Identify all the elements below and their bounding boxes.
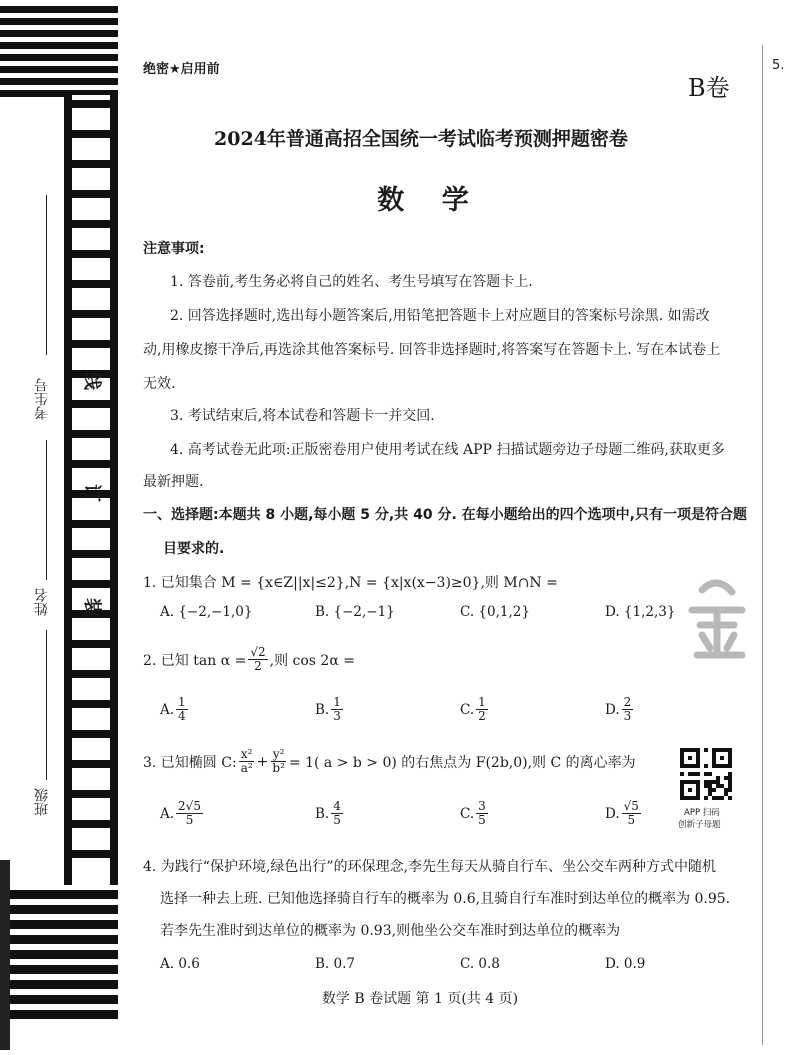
qr-cell (680, 772, 684, 776)
q2-c-den: 2 (478, 709, 486, 724)
qr-cell (716, 796, 720, 800)
binding-stripe (0, 54, 118, 61)
binding-char-zhuang: 装 (84, 595, 102, 616)
q3-y-num: y² (272, 747, 285, 761)
binding-stripe (64, 430, 118, 438)
q2-b-den: 3 (333, 709, 341, 724)
binding-stripe (64, 850, 118, 858)
section-heading-cont: 目要求的. (163, 541, 225, 557)
binding-stripe (64, 100, 118, 108)
q1-option-c: C. {0,1,2} (460, 604, 530, 620)
qr-cell (688, 796, 692, 800)
binding-stripe (0, 935, 118, 944)
qr-cell (704, 764, 708, 768)
q2-d-num: 2 (623, 695, 632, 709)
q1-option-b: B. {−2,−1} (315, 604, 395, 620)
q3-a-den: 5 (185, 813, 194, 828)
q4-option-d: D. 0.9 (605, 956, 646, 972)
q3-c-num: 3 (478, 799, 486, 813)
binding-stripe (0, 6, 118, 13)
q3-d-num: √5 (623, 799, 639, 813)
q2-option-d (605, 696, 635, 723)
qr-cell (680, 760, 684, 764)
qr-cell (712, 788, 716, 792)
qr-cell (680, 764, 684, 768)
qr-cell (720, 748, 724, 752)
q3-b-num: 4 (333, 799, 341, 813)
qr-cell (728, 784, 732, 788)
qr-cell (728, 764, 732, 768)
qr-cell (696, 796, 700, 800)
note-item: 3. 考试结束后,将本试卷和答题卡一并交回. (170, 408, 435, 424)
qr-cell (704, 784, 708, 788)
note-item: 无效. (143, 376, 176, 392)
qr-cell (696, 784, 700, 788)
qr-cell (688, 788, 692, 792)
qr-cell (696, 748, 700, 752)
qr-cell (716, 776, 720, 780)
qr-cell (712, 796, 716, 800)
q2-frac-den: 2 (254, 659, 262, 674)
binding-stripes (0, 0, 130, 1051)
binding-stripe (0, 905, 118, 914)
class-label: 班级 (34, 788, 50, 816)
q2-option-d-label: D. (605, 701, 620, 718)
qr-cell (704, 780, 708, 784)
qr-cell (724, 788, 728, 792)
q1-option-d: D. {1,2,3} (605, 604, 676, 620)
qr-cell (688, 772, 692, 776)
qr-cell (684, 796, 688, 800)
question-4-line: 4. 为践行“保护环境,绿色出行”的环保理念,李先生每天从骑自行车、坐公交车两种方式中随机 (143, 859, 717, 875)
qr-cell (704, 796, 708, 800)
student-no-label: 考生号 (34, 378, 50, 420)
q2-stem-suffix: ,则 cos 2α = (269, 652, 355, 669)
question-4-line: 选择一种去上班. 已知他选择骑自行车的概率为 0.6,且骑自行车准时到达单位的概率为 0.95. (160, 891, 731, 907)
qr-cell (696, 764, 700, 768)
qr-cell (728, 772, 732, 776)
q3-option-d (605, 800, 643, 827)
qr-cell (724, 748, 728, 752)
q2-option-c (460, 696, 490, 723)
q3-stem-prefix: 3. 已知椭圆 C: (143, 754, 237, 771)
question-3-stem (143, 748, 636, 775)
qr-cell (724, 792, 728, 796)
paper-version: B卷 (688, 74, 730, 102)
binding-stripe (0, 920, 118, 929)
binding-stripe (0, 860, 10, 1050)
q3-plus: + (256, 753, 269, 770)
qr-cell (708, 788, 712, 792)
q3-x-num: x² (240, 747, 253, 761)
qr-cell (680, 780, 684, 784)
qr-cell (708, 784, 712, 788)
q3-option-b (315, 800, 345, 827)
qr-cell (728, 760, 732, 764)
q3-option-c (460, 800, 490, 827)
notes-heading: 注意事项: (143, 241, 205, 257)
qr-cell (708, 772, 712, 776)
qr-cell (692, 772, 696, 776)
q2-option-a-label: A. (160, 701, 175, 718)
qr-cell (720, 764, 724, 768)
q3-a-num: 2√5 (178, 799, 201, 813)
q3-option-a-label: A. (160, 805, 175, 822)
binding-stripe (64, 730, 118, 738)
qr-cell (704, 772, 708, 776)
note-item: 2. 回答选择题时,选出每小题答案后,用铅笔把答题卡上对应题目的答案标号涂黑. 如需改 (170, 308, 710, 324)
q2-frac-num: √2 (250, 645, 266, 659)
q3-option-c-label: C. (460, 805, 475, 822)
qr-cell (712, 760, 716, 764)
q3-x-den: a² (240, 761, 253, 776)
name-line (46, 440, 47, 580)
q2-option-c-label: C. (460, 701, 475, 718)
q2-a-den: 4 (178, 709, 186, 724)
q2-option-b-label: B. (315, 701, 330, 718)
binding-stripe (0, 42, 118, 49)
qr-code[interactable] (680, 748, 732, 800)
q4-option-a: A. 0.6 (160, 956, 200, 972)
qr-cell (692, 764, 696, 768)
qr-cell (688, 748, 692, 752)
qr-cell (704, 748, 708, 752)
binding-stripe (64, 640, 118, 648)
qr-cell (712, 780, 716, 784)
qr-caption-2: 创新子母题 (678, 820, 721, 830)
qr-cell (692, 748, 696, 752)
page-footer: 数学 B 卷试题 第 1 页(共 4 页) (321, 991, 519, 1007)
q2-stem-prefix: 2. 已知 tan α = (143, 652, 247, 669)
binding-stripe (64, 790, 118, 798)
binding-stripe (0, 78, 118, 85)
q3-c-den: 5 (478, 813, 486, 828)
binding-stripe (0, 965, 118, 974)
binding-stripe (64, 550, 118, 558)
binding-stripe (0, 18, 118, 25)
binding-margin (0, 0, 130, 1051)
binding-stripe (0, 66, 118, 73)
qr-cell (688, 780, 692, 784)
binding-stripe (64, 400, 118, 408)
binding-stripe (64, 700, 118, 708)
qr-cell (696, 752, 700, 756)
qr-cell (720, 756, 724, 760)
qr-cell (716, 748, 720, 752)
q1-option-a: A. {−2,−1,0} (160, 604, 253, 620)
qr-cell (712, 764, 716, 768)
qr-cell (724, 764, 728, 768)
qr-cell (696, 788, 700, 792)
qr-caption-1: APP 扫码 (684, 808, 720, 818)
qr-cell (680, 784, 684, 788)
qr-cell (696, 760, 700, 764)
binding-char-ding: 订 (84, 481, 102, 502)
binding-stripe (64, 520, 118, 528)
edge-note: 5. (772, 58, 785, 73)
qr-cell (696, 772, 700, 776)
name-label: 姓名 (34, 588, 50, 616)
qr-cell (680, 792, 684, 796)
qr-cell (728, 796, 732, 800)
q4-option-b: B. 0.7 (315, 956, 355, 972)
confidential-label: 绝密★启用前 (143, 62, 220, 77)
q2-a-num: 1 (178, 695, 186, 709)
qr-cell (684, 780, 688, 784)
qr-cell (696, 780, 700, 784)
qr-cell (716, 780, 720, 784)
binding-stripe (64, 760, 118, 768)
binding-stripe (64, 580, 118, 588)
qr-cell (728, 788, 732, 792)
binding-stripe (64, 670, 118, 678)
subject-title: 数 学 (377, 185, 483, 216)
binding-stripe (64, 250, 118, 258)
qr-cell (680, 756, 684, 760)
qr-cell (728, 748, 732, 752)
q3-option-a (160, 800, 205, 827)
exam-title: 2024年普通高招全国统一考试临考预测押题密卷 (214, 128, 628, 150)
qr-cell (712, 748, 716, 752)
binding-stripe (0, 1010, 118, 1019)
qr-cell (688, 756, 692, 760)
q3-option-b-label: B. (315, 805, 330, 822)
qr-cell (720, 796, 724, 800)
binding-stripe (64, 220, 118, 228)
binding-stripe (0, 30, 118, 37)
qr-cell (724, 776, 728, 780)
qr-cell (684, 748, 688, 752)
q2-fraction (248, 646, 267, 673)
qr-cell (680, 752, 684, 756)
q2-option-b (315, 696, 345, 723)
note-item: 最新押题. (143, 474, 204, 490)
watermark-stamp (672, 570, 762, 665)
qr-cell (728, 756, 732, 760)
q3-b-den: 5 (333, 813, 341, 828)
q2-c-num: 1 (478, 695, 486, 709)
q2-option-a (160, 696, 190, 723)
qr-cell (680, 796, 684, 800)
question-2-stem (143, 646, 355, 673)
q4-option-c: C. 0.8 (460, 956, 500, 972)
binding-stripe (64, 160, 118, 168)
qr-cell (716, 764, 720, 768)
question-1-stem: 1. 已知集合 M = {x∈Z||x|≤2},N = {x|x(x−3)≥0},则 M∩N = (143, 575, 558, 591)
binding-char-line: 线 (84, 369, 102, 390)
binding-stripe (64, 310, 118, 318)
qr-cell (720, 784, 724, 788)
binding-stripe (64, 340, 118, 348)
qr-cell (708, 792, 712, 796)
class-line (46, 630, 47, 780)
qr-cell (684, 764, 688, 768)
qr-cell (696, 792, 700, 796)
qr-cell (712, 756, 716, 760)
q2-b-num: 1 (333, 695, 341, 709)
q3-d-den: 5 (627, 813, 636, 828)
note-item: 4. 高考试卷无此项:正版密卷用户使用考试在线 APP 扫描试题旁边子母题二维码,获取更多 (170, 442, 725, 458)
qr-cell (688, 764, 692, 768)
student-no-line (46, 195, 47, 355)
question-4-line: 若李先生准时到达单位的概率为 0.93,则他坐公交车准时到达单位的概率为 (160, 923, 621, 939)
qr-cell (696, 756, 700, 760)
qr-cell (680, 748, 684, 752)
qr-cell (692, 796, 696, 800)
qr-cell (716, 784, 720, 788)
binding-stripe (64, 820, 118, 828)
qr-cell (680, 788, 684, 792)
qr-cell (728, 780, 732, 784)
qr-cell (692, 780, 696, 784)
binding-stripe (64, 280, 118, 288)
note-item: 1. 答卷前,考生务必将自己的姓名、考生号填写在答题卡上. (170, 274, 533, 290)
qr-cell (728, 776, 732, 780)
qr-cell (712, 752, 716, 756)
q3-y-den: b² (272, 761, 285, 776)
section-heading: 一、选择题:本题共 8 小题,每小题 5 分,共 40 分. 在每小题给出的四个选项中,只有一项是符合题 (143, 507, 747, 523)
q3-option-d-label: D. (605, 805, 620, 822)
qr-cell (728, 752, 732, 756)
note-item: 动,用橡皮擦干净后,再选涂其他答案标号. 回答非选择题时,将答案写在答题卡上. 写在本试卷上 (143, 342, 721, 358)
binding-stripe (64, 460, 118, 468)
binding-stripe (0, 890, 118, 899)
qr-cell (708, 780, 712, 784)
q2-d-den: 3 (623, 709, 632, 724)
binding-stripe (0, 950, 118, 959)
q3-stem-suffix: = 1( a > b > 0) 的右焦点为 F(2b,0),则 C 的离心率为 (288, 754, 636, 771)
